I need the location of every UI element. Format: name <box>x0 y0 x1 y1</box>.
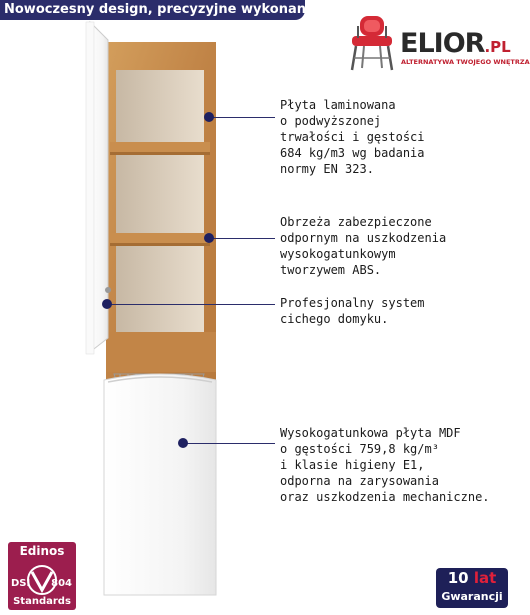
callout-laminate <box>280 97 425 177</box>
warranty-years: 10 <box>447 569 469 587</box>
callout-dot-1 <box>204 112 214 122</box>
logo-tagline: ALTERNATYWA TWOJEGO WNĘTRZA <box>401 58 530 66</box>
edinos-dsi: DSI <box>11 578 31 589</box>
top-banner <box>0 0 326 20</box>
callout-text: oraz uszkodzenia mechaniczne. <box>280 490 490 504</box>
callout-text: cichego domyku. <box>280 312 389 326</box>
callout-text: odpornym na uszkodzenia <box>280 231 447 245</box>
callout-edges <box>280 214 446 278</box>
callout-text: i klasie higieny E1, <box>280 458 425 472</box>
cabinet-bottom <box>106 332 216 372</box>
callout-text: o gęstości 759,8 kg/m³ <box>280 442 439 456</box>
cabinet-interior <box>116 70 204 360</box>
cabinet-illustration <box>70 20 230 595</box>
drawer-front <box>104 374 216 595</box>
callout-text: Profesjonalny system <box>280 296 425 310</box>
edinos-badge <box>8 542 76 610</box>
callout-text: 684 kg/m3 wg badania <box>280 146 425 160</box>
callout-text: Wysokogatunkowa płyta MDF <box>280 426 461 440</box>
logo-name: ELIOR <box>400 28 485 59</box>
callout-line-2 <box>210 238 275 239</box>
edinos-number: 804 <box>51 578 72 589</box>
callout-text: o podwyższonej <box>280 114 382 128</box>
callout-dot-4 <box>178 438 188 448</box>
edinos-title: Edinos <box>19 544 65 558</box>
callout-dot-3 <box>102 299 112 309</box>
elior-logo[interactable] <box>400 28 511 59</box>
warranty-badge <box>436 568 508 608</box>
callout-line-4 <box>184 443 275 444</box>
warranty-label: Gwarancji <box>441 590 503 603</box>
callout-line-3 <box>108 304 275 305</box>
callout-text: Obrzeża zabezpieczone <box>280 215 432 229</box>
banner-text: Nowoczesny design, precyzyjne wykonanie! <box>4 2 326 17</box>
callout-text: normy EN 323. <box>280 162 374 176</box>
warranty-unit: lat <box>473 569 497 587</box>
callout-text: trwałości i gęstości <box>280 130 425 144</box>
callout-text: Płyta laminowana <box>280 98 396 112</box>
callout-text: tworzywem ABS. <box>280 263 382 277</box>
logo-domain: .PL <box>484 38 511 56</box>
callout-mdf <box>280 425 490 505</box>
callout-line-1 <box>210 117 275 118</box>
edinos-standards: Standards <box>13 596 71 607</box>
callout-text: odporna na zarysowania <box>280 474 439 488</box>
callout-dot-2 <box>204 233 214 243</box>
callout-soft-close <box>280 295 425 327</box>
callout-text: wysokogatunkowym <box>280 247 396 261</box>
